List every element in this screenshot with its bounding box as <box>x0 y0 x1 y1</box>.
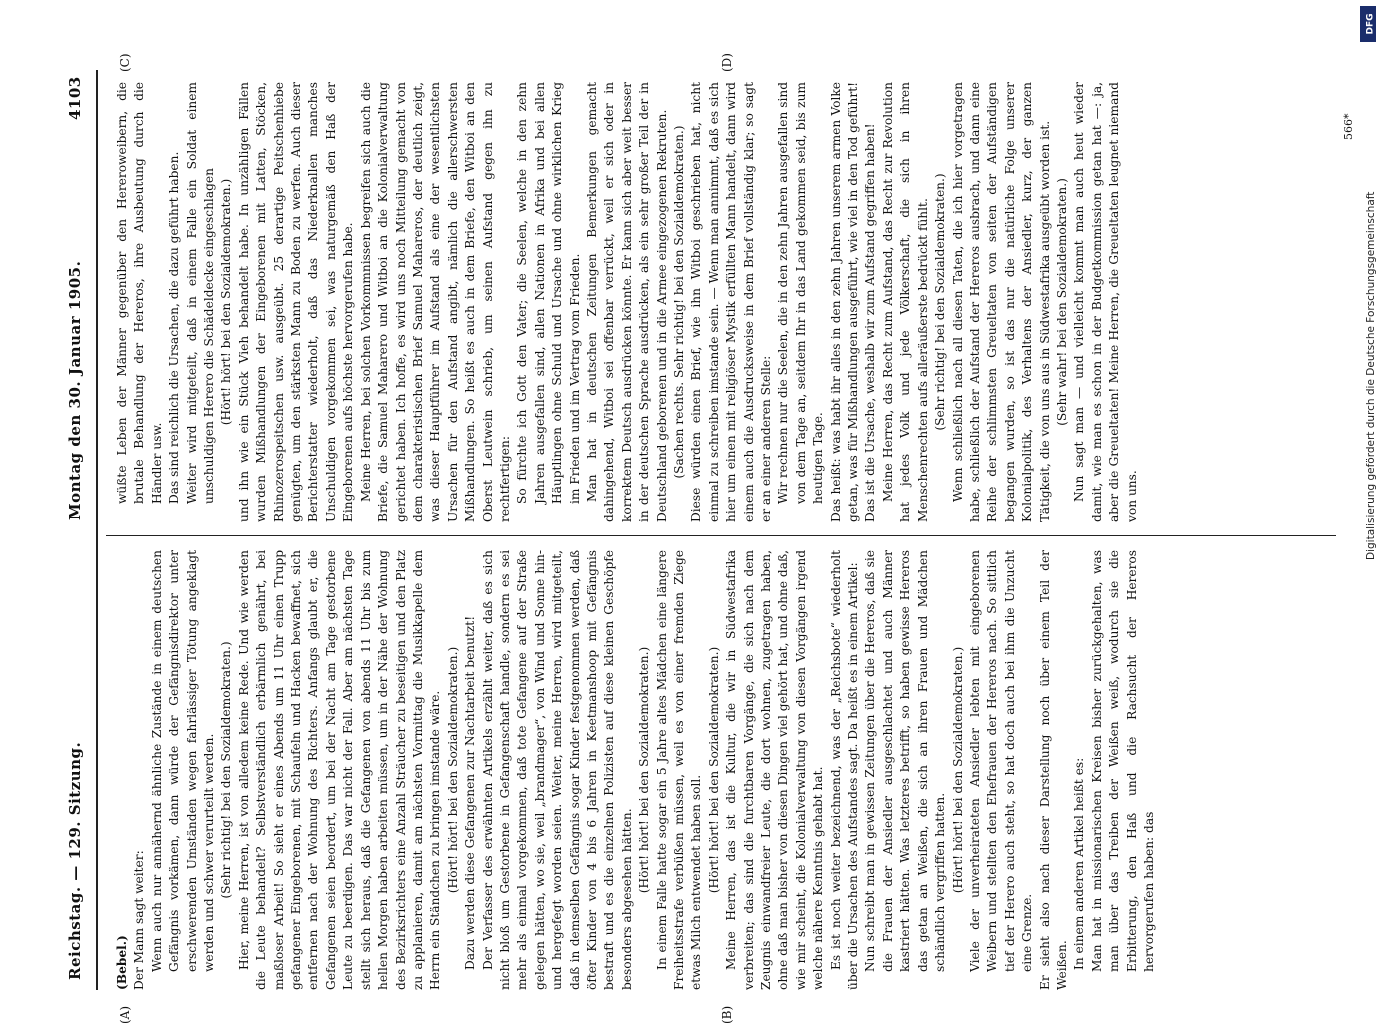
quote: Wenn auch nur annähernd ähnliche Zustände in einem deutschen Gefängnis vorkämen, dann würde der Gefängnisdirektor unter erschwerenden Umständen wegen fahrlässiger Tötung angeklagt werden und schwer verurteilt werden. <box>149 550 217 972</box>
paragraph: Meine Herren, das Recht zum Aufstand, das Recht zur Revolution hat jedes Volk und jede Völkerschaft, die sich in ihren Menschenrechten aufs alleräußerste bedrückt fühlt. <box>880 82 930 522</box>
page-number: 4103 <box>66 76 84 120</box>
header-center: Montag den 30. Januar 1905. <box>66 260 84 520</box>
quote: Viele der unverheirateten Ansiedler lebten mit eingeborenen Weibern und stellten den Ehefrauen der Hereros nach. So sittlich tief der Herero auch steht, so hat doch auch bei ihm die Unzucht eine Grenze. <box>967 550 1035 972</box>
margin-mark-c: (C) <box>118 53 132 72</box>
paragraph: Wenn schließlich nach all diesen Taten, die ich hier vorgetragen habe, schließlich der Aufstand der Hereros ausbrach, und dann eine Reihe der schlimmsten Greueltaten von seiten der Aufständigen begangen wurden, so ist das nur die natürliche Folge unserer Kolonialpolitik, des Verhaltens der Ansiedler, kurz, der ganzen Tätigkeit, die von uns aus in Südwestafrika ausgeübt worden ist. <box>950 82 1052 522</box>
quote: wüßte Leben der Männer gegenüber den Hereroweibern, die brutale Behandlung der Hereros, ihre Ausbeutung durch die Händler usw. <box>115 82 164 504</box>
paragraph: Der Verfasser des erwähnten Artikels erzählt weiter, daß es sich nicht bloß um Gestorbene in Gefangenschaft handle, sondern es sei mehr als einmal vorgekommen, daß tote Gefangene auf der Straße gelegen hätten, wo sie, weil „brandmager“, von Wind und Sonne hin- und hergefegt worden seien. Weiter, meine Herren, wird mitgeteilt, daß in demselben Gefängnis sogar Kinder festgenommen werden, daß öfter Kinder von 4 bis 6 Jahren in Keetmanshoop mit Gefängnis bestraft und es die einzelnen Polizisten auf diese kleinen Geschöpfe besonders abgesehen hätten. <box>480 550 634 990</box>
paragraph: Diese würden einen Brief, wie ihn Witboi geschrieben hat, nicht einmal zu schreiben imstande sein. — Wenn man annimmt, daß es sich hier um einen mit religiöser Mystik erfüllten Mann handelt, dann wird einem auch die Ausdrucksweise in dem Brief vollständig klar; so sagt er an einer anderen Stelle: <box>689 82 774 522</box>
right-column <box>114 82 1141 522</box>
paragraph: Es ist noch weiter bezeichnend, was der „Reichsbote“ wiederholt über die Ursachen des Aufstandes sagt. Da heißt es in einem Artikel: <box>828 550 861 990</box>
left-column <box>114 550 1158 990</box>
paragraph: Meine Herren, bei solchen Vorkommnissen begreifen sich auch die Briefe, die Samuel Maharero und Witboi an die Kolonialverwaltung gerichtet haben. Ich hoffe, es wird uns noch Mitteilung gemacht von dem charakteristischen Brief Samuel Mahareros, der deutlich zeigt, was dieser Hauptführer im Aufstand als eine der wesentlichsten Ursachen für den Aufstand angibt, nämlich die allerschwersten Mißhandlungen. So heißt es auch in dem Briefe, den Witboi an den Oberst Leutwein schrieb, um seinen Aufstand gegen ihn zu rechtfertigen: <box>358 82 512 522</box>
quote: Man hat in missionarischen Kreisen bisher zurückgehalten, was man über das Treiben der Weißen weiß, wodurch sie die Erbitterung, den Haß und die Rachsucht der Hereros hervorgerufen haben: das <box>1089 550 1156 972</box>
interjection: (Sehr wahr! bei den Sozialdemokraten.) <box>1054 178 1069 426</box>
margin-mark-b: (B) <box>720 1005 734 1024</box>
digitization-stamp: Digitalisierung gefördert durch die Deutsche Forschungsgemeinschaft <box>1365 191 1377 560</box>
interjection: (Sachen rechts. Sehr richtig! bei den Sozialdemokraten.) <box>672 125 686 479</box>
quote: Wir rechnen nur die Seelen, die in den zehn Jahren ausgefallen sind von dem Tage an, seitdem Ihr in das Land gekommen seid, bis zum heutigen Tage. <box>776 82 826 504</box>
speaker-label: (Bebel.) <box>115 935 129 990</box>
paragraph: Hier, meine Herren, ist von alledem keine Rede. Und wie werden die Leute behandelt? Selbstverständlich erbärmlich genährt, bei maßloser Arbeit! So sieht er eines Abends um 11 Uhr einen Trupp gefangener Eingeborenen, mit Schaufeln und Hacken bewaffnet, sich entfernen nach der Wohnung des Richters. Anfangs glaubt er, die Gefangenen seien beordert, um bei der Nacht am Tage gestorbene Leute zu beerdigen. Das war nicht der Fall. Aber am nächsten Tage stellt sich heraus, daß die Gefangenen von abends 11 Uhr bis zum hellen Morgen haben arbeiten müssen, um in der Nähe der Wohnung des Bezirksrichters eine Anzahl Sträucher zu beseitigen und den Platz zu applanieren, damit am nächsten Vormittag die Musikkapelle dem Herrn ein Ständchen zu bringen imstande wäre. <box>236 550 443 990</box>
quote: Nun schreibt man in gewissen Zeitungen über die Hereros, daß sie die Frauen der Ansiedler ausgeschlachtet und auch Männer kastriert hätten. Was letzteres betrifft, so haben gewisse Hereros das getan an Weißen, die sich an ihren Frauen und Mädchen schändlich vergriffen hatten. <box>863 550 948 972</box>
paragraph: und ihn wie ein Stück Vieh behandelt habe. In unzähligen Fällen wurden Mißhandlungen der Eingeborenen mit Latten, Stöcken, Rhinozerospeitschen usw. ausgeübt. 25 derartige Peitschenhiebe genügten, um den stärksten Mann zu Boden zu werfen. Auch dieser Berichterstatter wiederholt, daß das Niederknallen manches Unschuldigen vorgekommen sei, was naturgemäß den Haß der Eingeborenen aufs höchste hervorgerufen habe. <box>236 82 356 522</box>
margin-mark-a: (A) <box>118 1005 132 1024</box>
dfg-logo-text: DFG <box>1365 13 1376 35</box>
paragraph: In einem Falle hatte sogar ein 5 Jahre altes Mädchen eine längere Freiheitsstrafe verbüßen müssen, weil es von einer fremden Ziege etwas Milch entwendet haben soll. <box>654 550 704 990</box>
interjection: (Hört! hört! bei den Sozialdemokraten.) <box>445 646 460 894</box>
rotated-page <box>60 53 1360 1024</box>
page-header <box>60 70 100 990</box>
interjection: (Hört! hört! bei den Sozialdemokraten.) <box>706 646 721 894</box>
paragraph: Dazu werden diese Gefangenen zur Nachtarbeit benutzt! <box>463 615 478 970</box>
column-divider <box>106 535 1336 536</box>
interjection: (Sehr richtig! bei den Sozialdemokraten.) <box>933 173 948 431</box>
quote: So fürchte ich Gott den Vater; die Seelen, welche in den zehn Jahren ausgefallen sind, allen Nationen in Afrika und bei allen Häuptlingen ohne Schuld und Ursache und ohne wirklichen Krieg im Frieden und im Vertrag vom Frieden. <box>515 82 582 504</box>
margin-mark-d: (D) <box>720 53 734 72</box>
paragraph: Der Mann sagt weiter: <box>132 850 147 990</box>
quote: Weiter wird mitgeteilt, daß in einem Falle ein Soldat einem unschuldigen Herero die Schädeldecke eingeschlagen <box>184 82 217 504</box>
paragraph: In einem anderen Artikel heißt es: <box>1072 757 1087 970</box>
paragraph: Man hat in deutschen Zeitungen Bemerkungen gemacht dahingehend, Witboi sei offenbar verrückt, weil er sich oder in korrektem Deutsch ausdrücken könnte. Er kann sich aber weit besser in der deutschen Sprache ausdrücken, als ein sehr großer Teil der in Deutschland geborenen und in die Armee eingezogenen Rekruten. <box>584 82 669 522</box>
header-rule <box>96 70 98 990</box>
paragraph: Das heißt: was habt ihr alles in den zehn Jahren unserem armen Volke getan, was für Mißhandlungen ausgeführt, wie viel in den Tod geführt! Das ist die Ursache, weshalb wir zum Aufstand gegriffen haben! <box>828 82 878 522</box>
quote: Das sind reichlich die Ursachen, die dazu geführt haben. <box>167 151 182 504</box>
interjection: (Sehr richtig! bei den Sozialdemokraten.) <box>219 641 234 899</box>
interjection: (Hört! hört! bei den Sozialdemokraten.) <box>219 178 234 426</box>
paragraph: Meine Herren, das ist die Kultur, die wir in Südwestafrika verbreiten; das sind die furchtbaren Vorgänge, die sich nach dem Zeugnis einwandfreier Leute, die dort wohnen, zugetragen haben, ohne daß man bisher von diesen Dingen viel gehört hat, und ohne daß, wie mir scheint, die Kolonialverwaltung von diesen Vorgängen irgend welche nähere Kenntnis gehabt hat. <box>724 550 826 990</box>
interjection: (Hört! hört! bei den Sozialdemokraten.) <box>950 646 965 894</box>
header-left: Reichstag. — 129. Sitzung. <box>66 741 84 980</box>
interjection: (Hört! hört! bei den Sozialdemokraten.) <box>637 646 652 894</box>
paragraph: Er sieht also nach dieser Darstellung noch über einem Teil der Weißen. <box>1037 550 1069 990</box>
paragraph: Nun sagt man — und vielleicht kommt man auch heut wieder damit, wie man es schon in der Budgetkommission getan hat —: ja, aber die Greueltaten! Meine Herren, die Greueltaten leugnet niemand von uns. <box>1072 82 1139 522</box>
signature-mark: 566* <box>1342 113 1355 140</box>
dfg-logo <box>1360 6 1376 42</box>
